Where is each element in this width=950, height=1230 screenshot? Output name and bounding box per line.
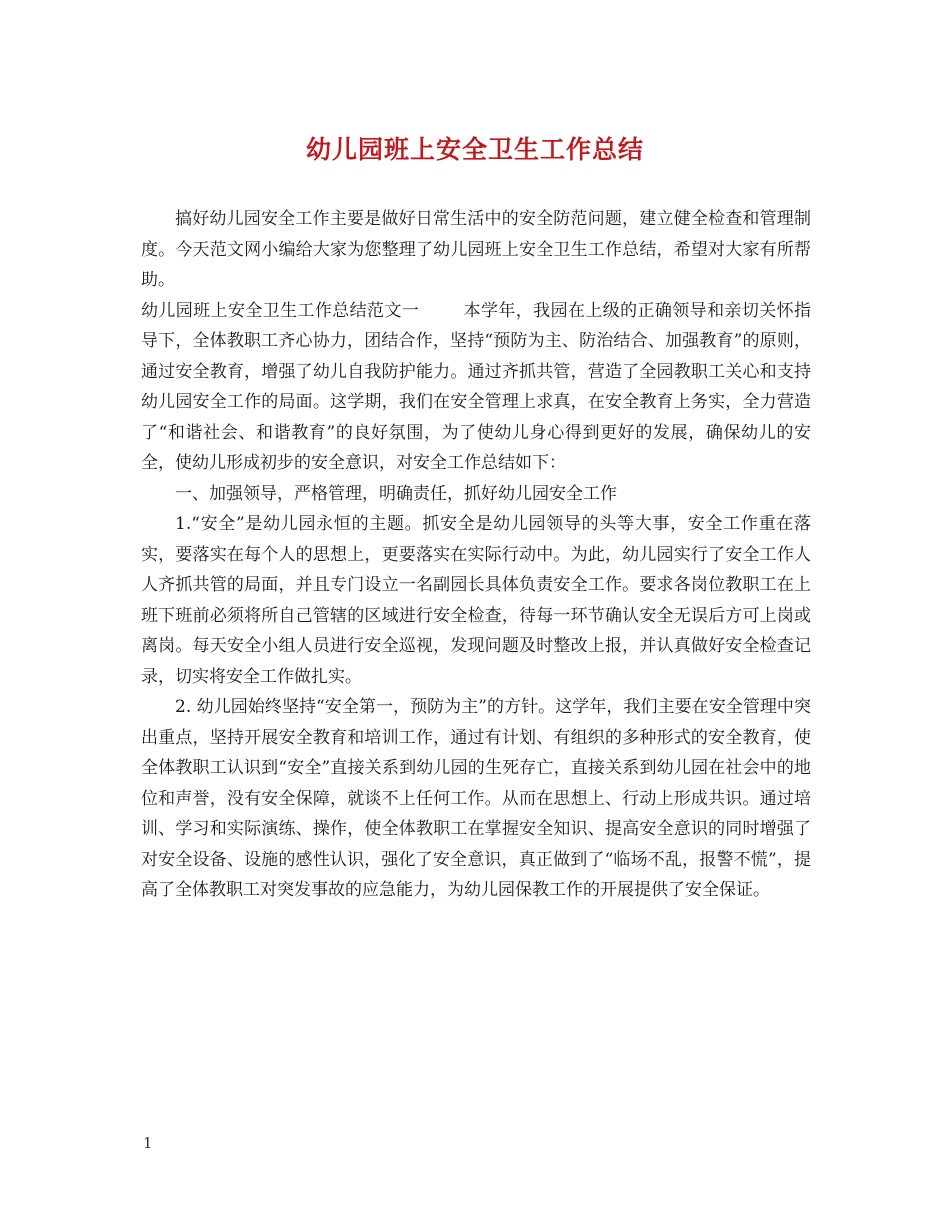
- document-title: 幼儿园班上安全卫生工作总结: [305, 135, 644, 164]
- page-number: 1: [143, 1134, 153, 1152]
- section-heading-1: 一、加强领导，严格管理，明确责任，抓好幼儿园安全工作: [175, 483, 617, 504]
- list-item-2: 2. 幼儿园始终坚持“安全第一，预防为主”的方针。这学年，我们主要在安全管理中突出重点，坚持开展安全教育和培训工作，通过有计划、有组织的多种形式的安全教育，使全体教职工认识到“安全”直接关系到幼儿园的生死存亡，直接关系到幼儿园在社会中的地位和声誉，没有安全保障，就谈不上任何工作。从而在思想上、行动上形成共识。通过培训、学习和实际演练、操作，使全体教职工在掌握安全知识、提高安全意识的同时增强了对安全设备、设施的感性认识，强化了安全意识，真正做到了“临场不乱，报警不慌”，提高了全体教职工对突发事故的应急能力，为幼儿园保教工作的开展提供了安全保证。: [141, 697, 811, 900]
- sample-body: 本学年，我园在上级的正确领导和亲切关怀指导下，全体教职工齐心协力，团结合作，坚持“预防为主、防治结合、加强教育”的原则，通过安全教育，增强了幼儿自我防护能力。通过齐抓共管，营造了全园教职工关心和支持幼儿园安全工作的局面。这学期，我们在安全管理上求真，在安全教育上务实，全力营造了“和谐社会、和谐教育”的良好氛围，为了使幼儿身心得到更好的发展，确保幼儿的安全，使幼儿形成初步的安全意识，对安全工作总结如下：: [141, 300, 812, 473]
- sample-heading: 幼儿园班上安全卫生工作总结范文一: [141, 300, 420, 321]
- list-item-1: 1.“安全”是幼儿园永恒的主题。抓安全是幼儿园领导的头等大事，安全工作重在落实，要落实在每个人的思想上，更要落实在实际行动中。为此，幼儿园实行了安全工作人人齐抓共管的局面，并且专门设立一名副园长具体负责安全工作。要求各岗位教职工在上班下班前必须将所自己管辖的区域进行安全检查，待每一环节确认安全无误后方可上岗或离岗。每天安全小组人员进行安全巡视，发现问题及时整改上报，并认真做好安全检查记录，切实将安全工作做扎实。: [141, 514, 811, 687]
- sample-paragraph: [141, 296, 811, 479]
- intro-paragraph: 搞好幼儿园安全工作主要是做好日常生活中的安全防范问题，建立健全检查和管理制度。今天范文网小编给大家为您整理了幼儿园班上安全卫生工作总结，希望对大家有所帮助。: [141, 209, 811, 290]
- document-body: [141, 204, 811, 906]
